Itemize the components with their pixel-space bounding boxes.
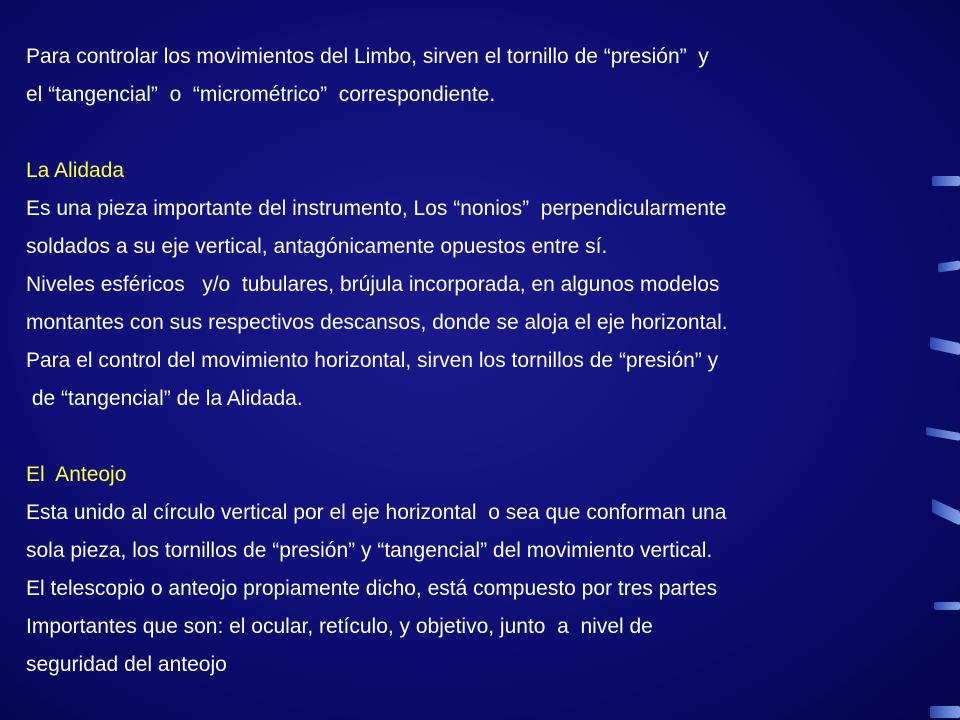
blank-line <box>26 418 936 456</box>
decorative-streak <box>934 602 960 610</box>
text-line: Para el control del movimiento horizontal, sirven los tornillos de “presión” y <box>26 349 719 372</box>
text-line: Importantes que son: el ocular, retículo, y objetivo, junto a nivel de <box>26 615 653 638</box>
text-line: Es una pieza importante del instrumento, Los “nonios” perpendicularmente <box>26 197 727 220</box>
text-line: Esta unido al círculo vertical por el eje horizontal o sea que conforman una <box>26 501 727 524</box>
text-line: montantes con sus respectivos descansos, donde se aloja el eje horizontal. <box>26 311 728 334</box>
decorative-streak <box>930 706 960 718</box>
decorative-streak <box>932 498 960 525</box>
decorative-streak <box>932 176 960 186</box>
text-line: de “tangencial” de la Alidada. <box>26 387 303 410</box>
section-heading-alidada: La Alidada <box>26 159 125 182</box>
section-heading-anteojo: El Anteojo <box>26 463 127 486</box>
text-line: seguridad del anteojo <box>26 653 227 676</box>
text-line: sola pieza, los tornillos de “presión” y “tangencial” del movimiento vertical. <box>26 539 713 562</box>
text-line: Para controlar los movimientos del Limbo, sirven el tornillo de “presión” y <box>26 45 709 68</box>
decorative-streak <box>938 260 960 272</box>
text-line: El telescopio o anteojo propiamente dicho, está compuesto por tres partes <box>26 577 718 600</box>
text-line: Niveles esféricos y/o tubulares, brújula incorporada, en algunos modelos <box>26 273 720 296</box>
text-line: el “tangencial” o “micrométrico” correspondiente. <box>26 83 496 106</box>
text-line: soldados a su eje vertical, antagónicamente opuestos entre sí. <box>26 235 608 258</box>
slide-text-block <box>26 38 936 684</box>
blank-line <box>26 114 936 152</box>
